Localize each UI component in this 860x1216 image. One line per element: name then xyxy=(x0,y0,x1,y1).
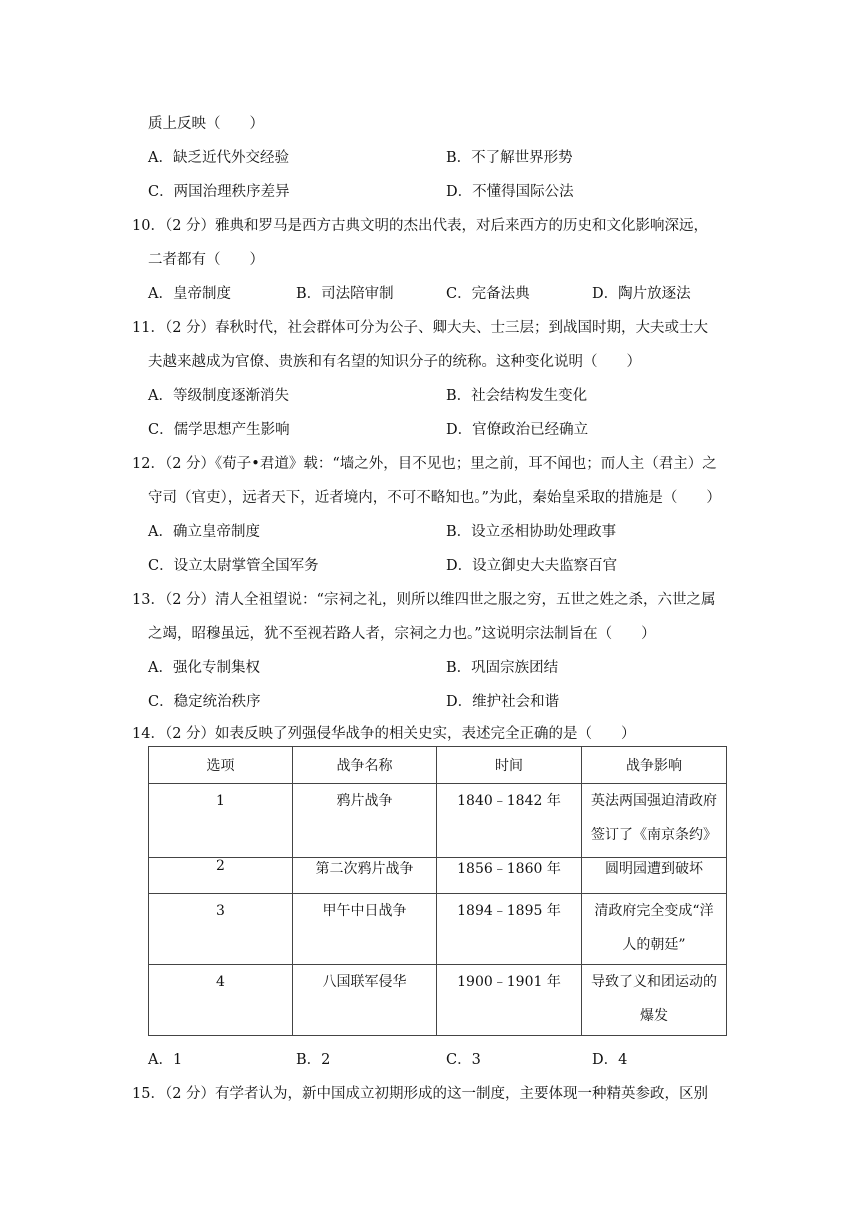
q9-stem-tail: 质上反映（ ） xyxy=(148,116,264,132)
table-row xyxy=(149,858,727,894)
q13-stem-line2: 之竭，昭穆虽远，犹不至视若路人者，宗祠之力也。”这说明宗法制旨在（ ） xyxy=(148,626,656,642)
q9-option-a[interactable]: A．缺乏近代外交经验 xyxy=(148,150,289,166)
cell-war-name: 八国联军侵华 xyxy=(293,965,437,1036)
q11-option-c[interactable]: C．儒学思想产生影响 xyxy=(148,422,290,438)
q13-stem-line1: 13．（2 分）清人全祖望说：“宗祠之礼，则所以维四世之服之穷，五世之姓之杀，六世之属 xyxy=(132,592,716,608)
header-impact: 战争影响 xyxy=(582,747,727,784)
q14-option-b[interactable]: B．2 xyxy=(296,1052,331,1068)
q10-option-b[interactable]: B．司法陪审制 xyxy=(296,286,394,302)
impact-line1: 英法两国强迫清政府 xyxy=(591,793,717,809)
q14-option-d[interactable]: D．4 xyxy=(592,1052,628,1068)
cell-time: 1900﹣1901 年 xyxy=(437,965,582,1036)
cell-impact xyxy=(582,894,727,965)
q9-option-d[interactable]: D．不懂得国际公法 xyxy=(446,184,574,200)
q10-stem-line2: 二者都有（ ） xyxy=(148,252,264,268)
cell-time: 1894﹣1895 年 xyxy=(437,894,582,965)
cell-option-no: 2 xyxy=(149,858,293,894)
q14-stem-line1: 14．（2 分）如表反映了列强侵华战争的相关史实，表述完全正确的是（ ） xyxy=(132,726,636,742)
q10-option-a[interactable]: A．皇帝制度 xyxy=(148,286,231,302)
q9-option-b[interactable]: B．不了解世界形势 xyxy=(446,150,573,166)
q12-option-b[interactable]: B．设立丞相协助处理政事 xyxy=(446,524,617,540)
cell-option-no: 1 xyxy=(149,784,293,858)
cell-impact: 圆明园遭到破坏 xyxy=(582,858,727,894)
cell-impact xyxy=(582,965,727,1036)
q11-option-d[interactable]: D．官僚政治已经确立 xyxy=(446,422,589,438)
war-history-table xyxy=(148,746,727,1036)
q10-option-d[interactable]: D．陶片放逐法 xyxy=(592,286,691,302)
cell-war-name: 甲午中日战争 xyxy=(293,894,437,965)
q11-stem-line1: 11．（2 分）春秋时代，社会群体可分为公子、卿大夫、士三层；到战国时期，大夫或士大 xyxy=(132,320,709,336)
q11-option-a[interactable]: A．等级制度逐渐消失 xyxy=(148,388,289,404)
impact-line1: 导致了义和团运动的 xyxy=(591,974,717,990)
q12-option-d[interactable]: D．设立御史大夫监察百官 xyxy=(446,558,618,574)
q13-option-c[interactable]: C．稳定统治秩序 xyxy=(148,694,261,710)
q13-option-a[interactable]: A．强化专制集权 xyxy=(148,660,260,676)
table-row xyxy=(149,894,727,965)
q11-option-b[interactable]: B．社会结构发生变化 xyxy=(446,388,588,404)
table-row xyxy=(149,965,727,1036)
impact-line2: 人的朝廷” xyxy=(622,937,686,953)
q9-option-c[interactable]: C．两国治理秩序差异 xyxy=(148,184,290,200)
q12-stem-line1: 12．（2 分）《荀子•君道》载：“墙之外，目不见也；里之前，耳不闻也；而人主（君主）之 xyxy=(132,456,717,472)
cell-option-no: 4 xyxy=(149,965,293,1036)
q12-option-a[interactable]: A．确立皇帝制度 xyxy=(148,524,260,540)
q14-option-c[interactable]: C．3 xyxy=(446,1052,481,1068)
impact-line2: 签订了《南京条约》 xyxy=(591,827,717,843)
cell-war-name: 第二次鸦片战争 xyxy=(293,858,437,894)
table-row xyxy=(149,784,727,858)
q13-option-d[interactable]: D．维护社会和谐 xyxy=(446,694,560,710)
cell-impact xyxy=(582,784,727,858)
q11-stem-line2: 夫越来越成为官僚、贵族和有名望的知识分子的统称。这种变化说明（ ） xyxy=(148,354,641,370)
q10-option-c[interactable]: C．完备法典 xyxy=(446,286,530,302)
q15-stem-line1: 15．（2 分）有学者认为，新中国成立初期形成的这一制度，主要体现一种精英参政，区别 xyxy=(132,1086,709,1102)
impact-line2: 爆发 xyxy=(640,1008,668,1024)
table-header-row xyxy=(149,747,727,784)
q10-stem-line1: 10．（2 分）雅典和罗马是西方古典文明的杰出代表，对后来西方的历史和文化影响深远， xyxy=(132,218,709,234)
q12-stem-line2: 守司（官吏），远者天下，近者境内，不可不略知也。”为此，秦始皇采取的措施是（ ） xyxy=(148,490,721,506)
cell-war-name: 鸦片战争 xyxy=(293,784,437,858)
cell-time: 1856﹣1860 年 xyxy=(437,858,582,894)
q12-option-c[interactable]: C．设立太尉掌管全国军务 xyxy=(148,558,319,574)
cell-time: 1840﹣1842 年 xyxy=(437,784,582,858)
header-war-name: 战争名称 xyxy=(293,747,437,784)
q14-option-a[interactable]: A．1 xyxy=(148,1052,183,1068)
header-option: 选项 xyxy=(149,747,293,784)
header-time: 时间 xyxy=(437,747,582,784)
q13-option-b[interactable]: B．巩固宗族团结 xyxy=(446,660,559,676)
impact-line1: 清政府完全变成“洋 xyxy=(594,903,714,919)
cell-option-no: 3 xyxy=(149,894,293,965)
